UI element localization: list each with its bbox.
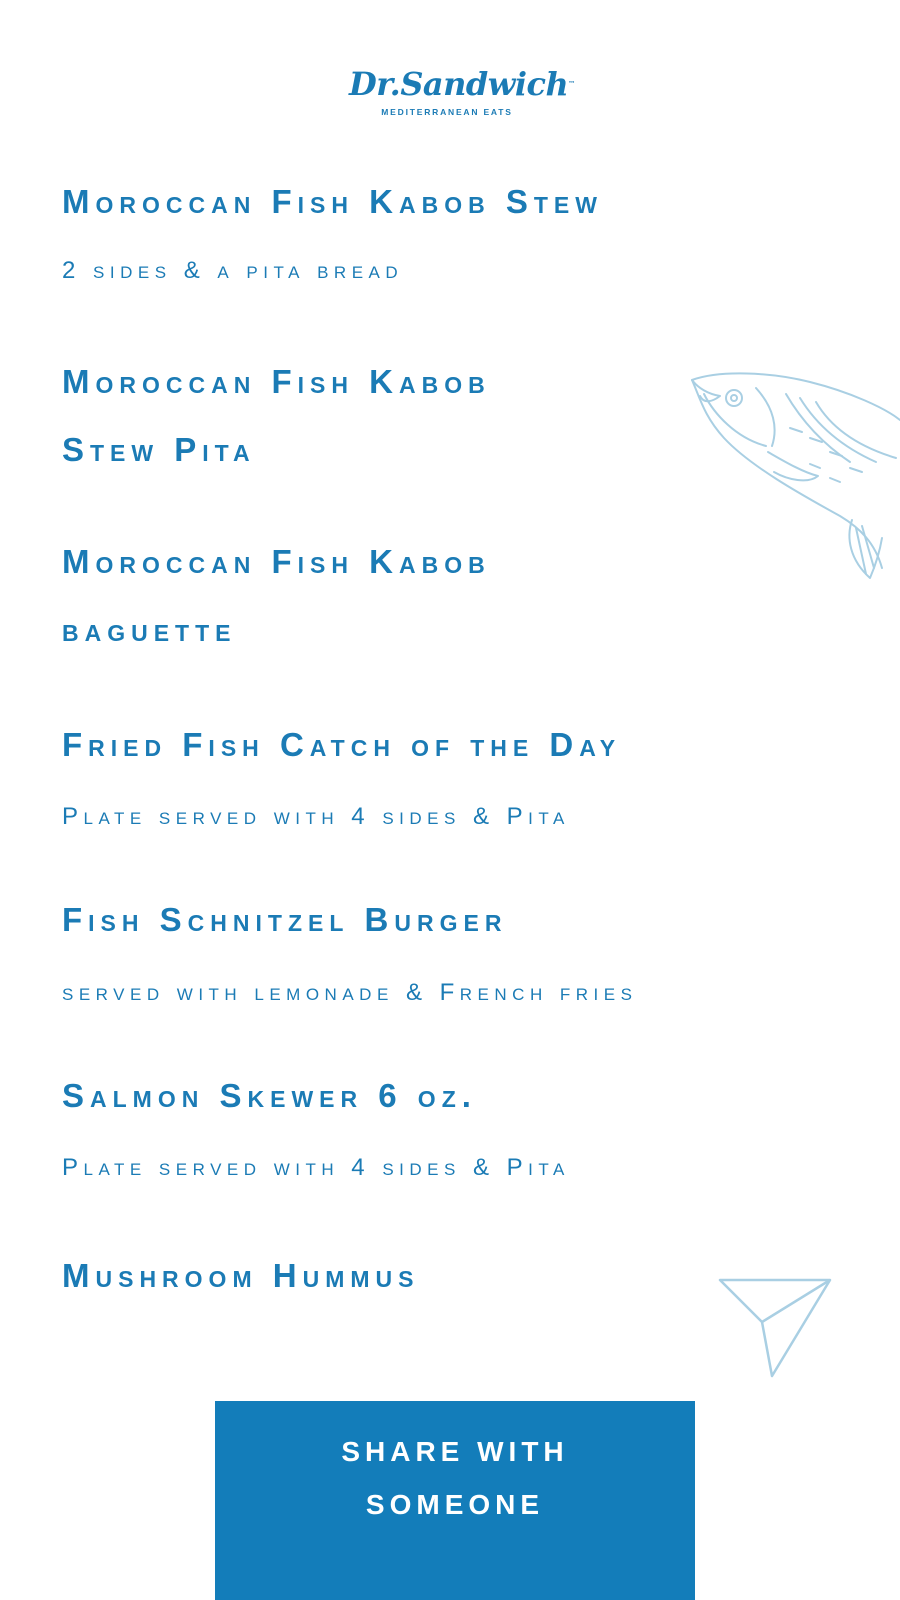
menu-item-title: Fish Schnitzel Burger [62,901,508,938]
trademark-symbol: ™ [568,79,575,88]
logo-tagline: MEDITERRANEAN EATS [381,107,513,117]
menu-item-title-line2: baguette [62,611,237,648]
fish-icon [690,368,900,588]
menu-item-title-line1: Moroccan Fish Kabob [62,363,491,400]
menu-item-subtitle: 2 sides & a pita bread [62,257,404,284]
menu-item-title-line2: Stew Pita [62,431,256,468]
menu-item-subtitle: served with lemonade & French fries [62,979,638,1006]
menu-item-subtitle: Plate served with 4 sides & Pita [62,803,570,830]
menu-item-title: Moroccan Fish Kabob Stew [62,183,603,220]
share-button-label: SHARE WITH SOMEONE [341,1436,569,1520]
paper-plane-icon [716,1272,836,1382]
menu-item-title-line1: Moroccan Fish Kabob [62,543,491,580]
menu-item-title: Salmon Skewer 6 oz. [62,1077,477,1114]
menu-item-title: Fried Fish Catch of the Day [62,726,622,763]
brand-logo [349,64,575,134]
share-button[interactable] [215,1401,695,1600]
logo-wordmark: Dr.Sandwich [349,65,569,103]
menu-item-title: Mushroom Hummus [62,1257,420,1294]
menu-item-subtitle: Plate served with 4 sides & Pita [62,1154,570,1181]
